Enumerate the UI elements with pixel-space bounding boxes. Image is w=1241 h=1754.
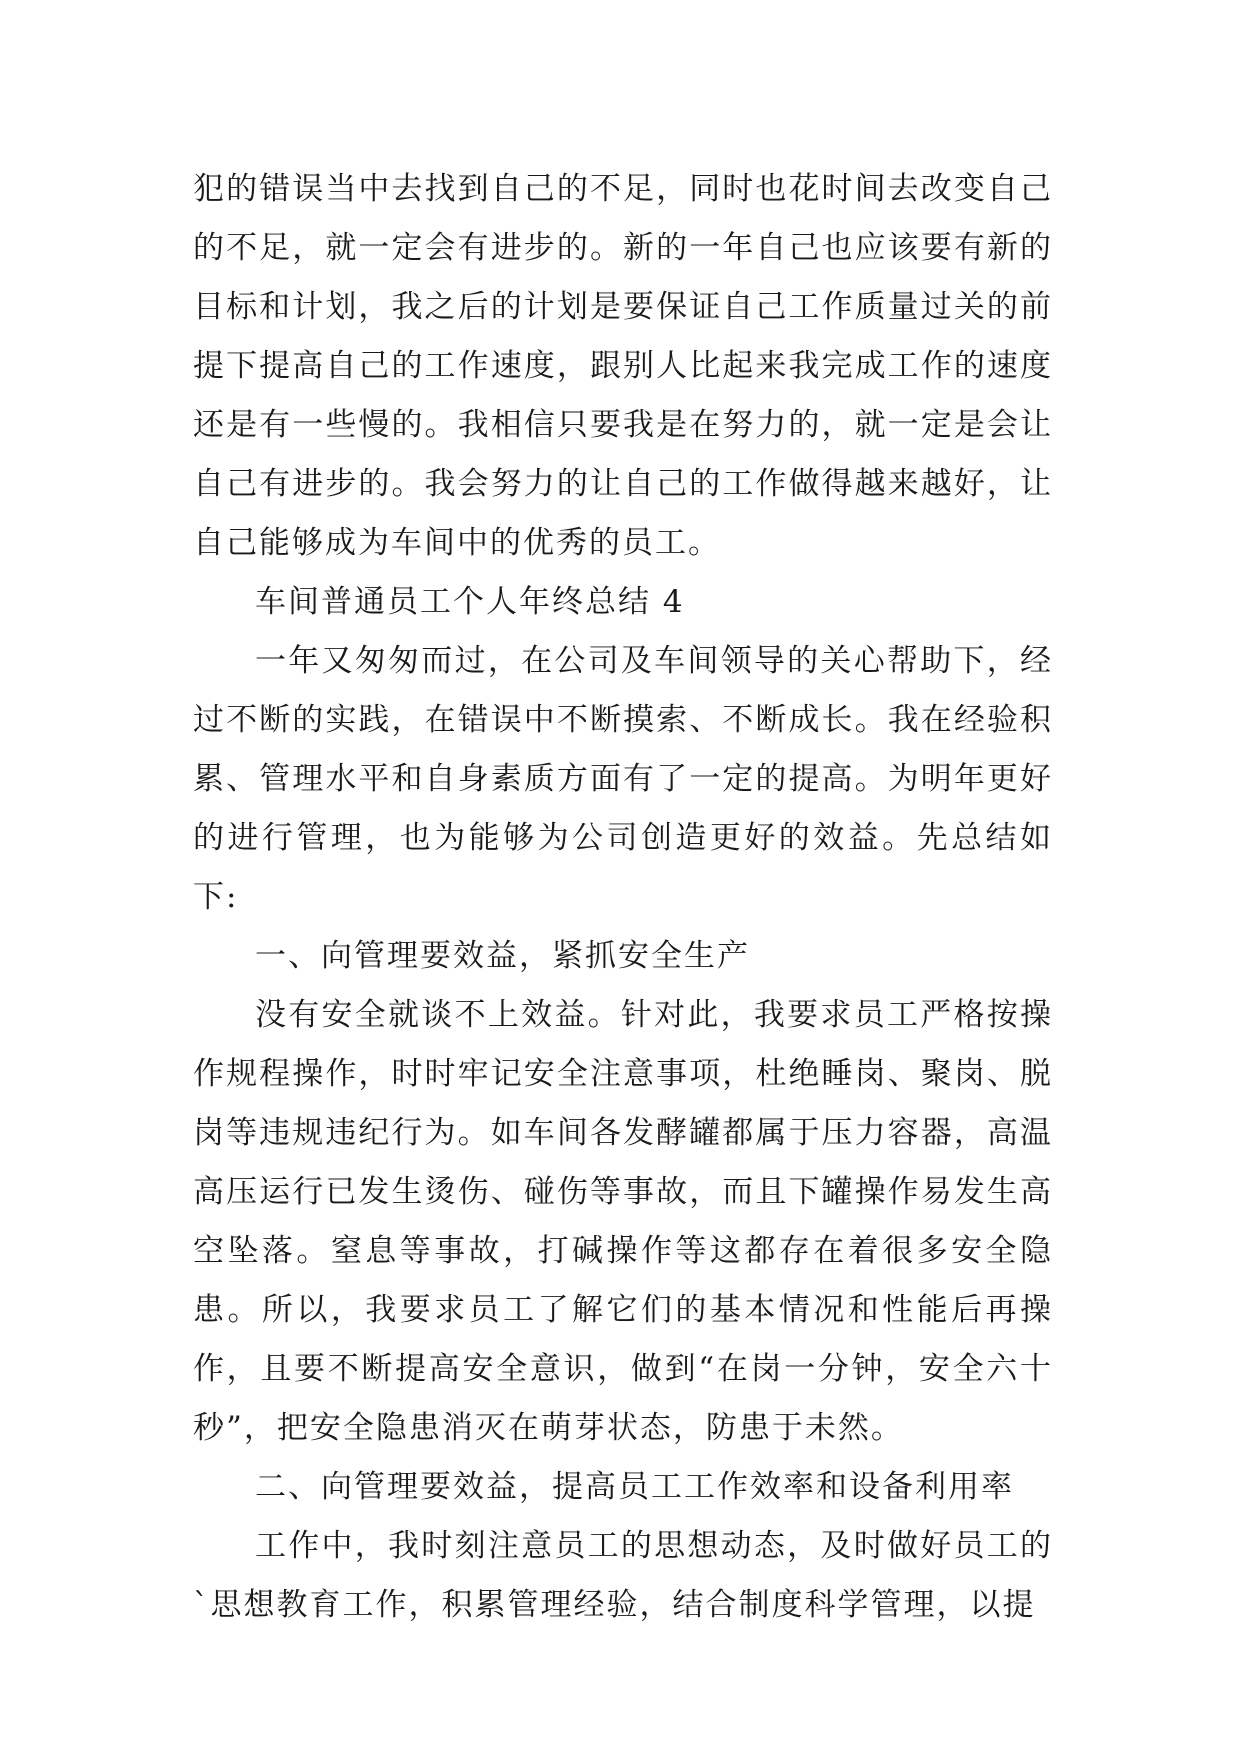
paragraph-continuation: 犯的错误当中去找到自己的不足，同时也花时间去改变自己的不足，就一定会有进步的。新的一年自己也应该要有新的目标和计划，我之后的计划是要保证自己工作质量过关的前提下提高自己的工作速度，跟别人比起来我完成工作的速度还是有一些慢的。我相信只要我是在努力的，就一定是会让自己有进步的。我会努力的让自己的工作做得越来越好，让自己能够成为车间中的优秀的员工。 [193,171,1053,561]
subheading-safety: 一、向管理要效益，紧抓安全生产 [255,938,750,974]
document-body [193,160,1053,1635]
subheading-efficiency: 二、向管理要效益，提高员工工作效率和设备利用率 [255,1469,1014,1505]
paragraph-intro: 一年又匆匆而过，在公司及车间领导的关心帮助下，经过不断的实践，在错误中不断摸索、不断成长。我在经验积累、管理水平和自身素质方面有了一定的提高。为明年更好的进行管理，也为能够为公司创造更好的效益。先总结如下: [193,643,1053,915]
section-title: 车间普通员工个人年终总结 4 [255,584,685,620]
paragraph-efficiency: 工作中，我时刻注意员工的思想动态，及时做好员工的`思想教育工作，积累管理经验，结合制度科学管理，以提 [193,1528,1053,1623]
paragraph-safety: 没有安全就谈不上效益。针对此，我要求员工严格按操作规程操作，时时牢记安全注意事项，杜绝睡岗、聚岗、脱岗等违规违纪行为。如车间各发酵罐都属于压力容器，高温高压运行已发生烫伤、碰伤等事故，而且下罐操作易发生高空坠落。窒息等事故，打碱操作等这都存在着很多安全隐患。所以，我要求员工了解它们的基本情况和性能后再操作，且要不断提高安全意识，做到“在岗一分钟，安全六十秒”，把安全隐患消灭在萌芽状态，防患于未然。 [193,997,1053,1446]
